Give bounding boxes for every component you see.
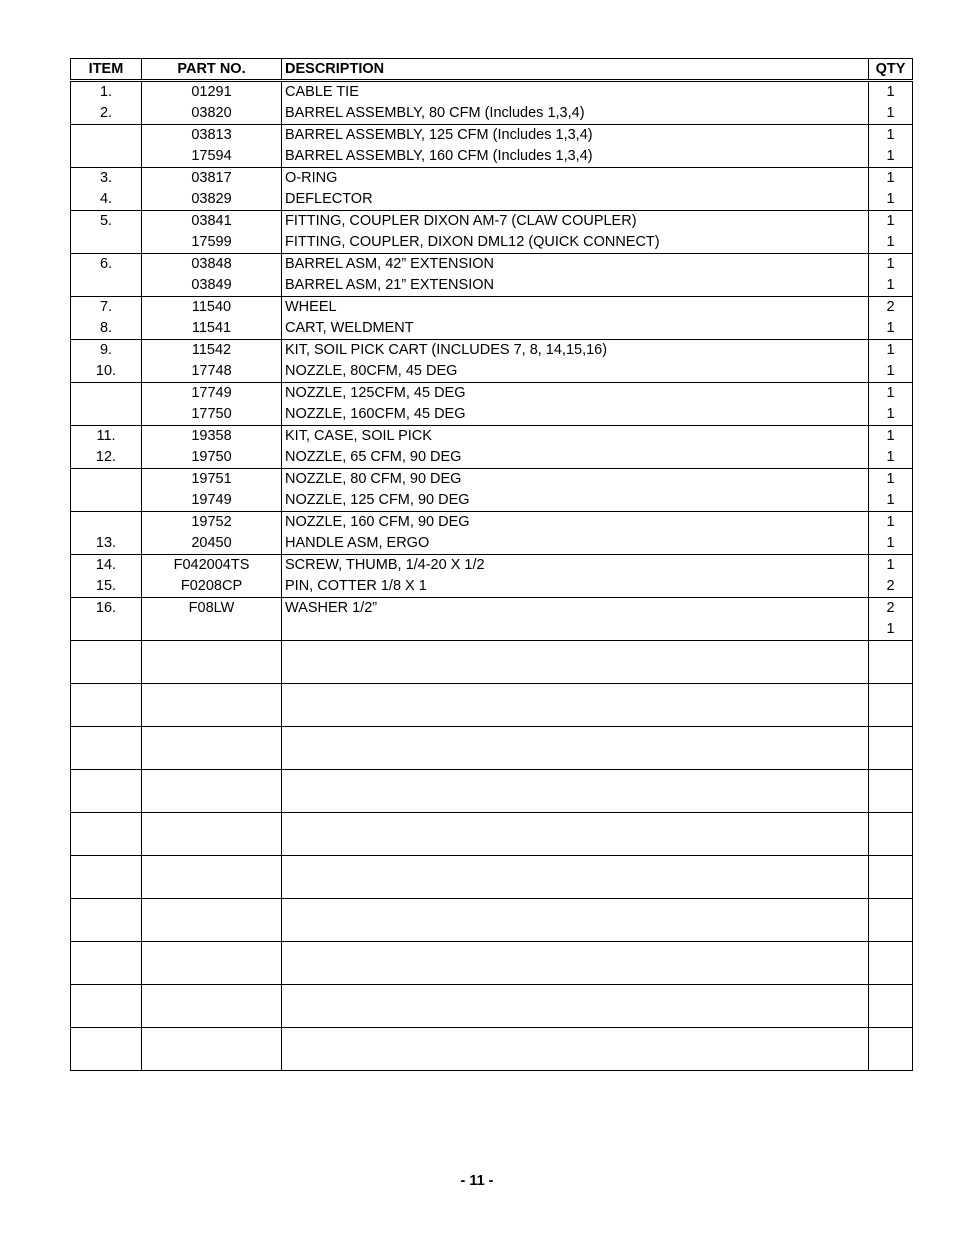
cell-qty	[869, 1006, 913, 1028]
cell-qty	[869, 834, 913, 856]
table-row	[71, 232, 913, 254]
cell-item	[71, 942, 142, 964]
cell-qty	[869, 748, 913, 770]
header-description: DESCRIPTION	[282, 59, 869, 81]
cell-qty	[869, 1028, 913, 1050]
cell-part-no	[142, 684, 282, 706]
cell-part-no: 03820	[142, 103, 282, 125]
cell-item: 8.	[71, 318, 142, 340]
cell-part-no: 01291	[142, 81, 282, 104]
cell-item	[71, 834, 142, 856]
table-row	[71, 404, 913, 426]
cell-part-no: 03849	[142, 275, 282, 297]
cell-item	[71, 920, 142, 942]
cell-part-no: 19749	[142, 490, 282, 512]
cell-description: WASHER 1/2”	[282, 598, 869, 620]
cell-item: 15.	[71, 576, 142, 598]
cell-part-no: 17749	[142, 383, 282, 405]
cell-item	[71, 770, 142, 792]
table-row	[71, 318, 913, 340]
table-row	[71, 791, 913, 813]
cell-item	[71, 727, 142, 749]
cell-description: BARREL ASM, 42” EXTENSION	[282, 254, 869, 276]
cell-description: NOZZLE, 80 CFM, 90 DEG	[282, 469, 869, 491]
cell-qty	[869, 662, 913, 684]
cell-part-no	[142, 705, 282, 727]
cell-description: NOZZLE, 80CFM, 45 DEG	[282, 361, 869, 383]
cell-item: 1.	[71, 81, 142, 104]
cell-qty: 1	[869, 146, 913, 168]
cell-part-no	[142, 662, 282, 684]
cell-qty: 1	[869, 189, 913, 211]
cell-part-no: 03848	[142, 254, 282, 276]
cell-qty	[869, 1049, 913, 1071]
cell-part-no: 17750	[142, 404, 282, 426]
cell-part-no	[142, 791, 282, 813]
cell-description: CABLE TIE	[282, 81, 869, 104]
cell-description	[282, 813, 869, 835]
cell-qty: 1	[869, 318, 913, 340]
cell-description: KIT, SOIL PICK CART (INCLUDES 7, 8, 14,15,16)	[282, 340, 869, 362]
cell-item	[71, 641, 142, 663]
table-row	[71, 146, 913, 168]
cell-item	[71, 383, 142, 405]
table-header	[71, 59, 913, 81]
table-row	[71, 168, 913, 190]
cell-description	[282, 834, 869, 856]
cell-qty	[869, 813, 913, 835]
cell-item	[71, 1006, 142, 1028]
cell-qty: 1	[869, 211, 913, 233]
table-row	[71, 641, 913, 663]
cell-description	[282, 1028, 869, 1050]
table-row	[71, 619, 913, 641]
cell-description: WHEEL	[282, 297, 869, 319]
table-row	[71, 340, 913, 362]
table-row	[71, 705, 913, 727]
cell-item: 3.	[71, 168, 142, 190]
cell-item	[71, 1049, 142, 1071]
cell-item: 16.	[71, 598, 142, 620]
cell-part-no	[142, 899, 282, 921]
cell-part-no: F08LW	[142, 598, 282, 620]
cell-qty	[869, 641, 913, 663]
cell-part-no: F042004TS	[142, 555, 282, 577]
cell-qty	[869, 920, 913, 942]
cell-description: DEFLECTOR	[282, 189, 869, 211]
cell-item: 5.	[71, 211, 142, 233]
table-row	[71, 189, 913, 211]
cell-part-no: 19752	[142, 512, 282, 534]
cell-description	[282, 770, 869, 792]
table-row	[71, 447, 913, 469]
cell-qty: 2	[869, 297, 913, 319]
cell-item	[71, 684, 142, 706]
cell-description	[282, 1049, 869, 1071]
cell-description: BARREL ASSEMBLY, 80 CFM (Includes 1,3,4)	[282, 103, 869, 125]
header-qty: QTY	[869, 59, 913, 81]
table-row	[71, 598, 913, 620]
table-row	[71, 469, 913, 491]
cell-item: 4.	[71, 189, 142, 211]
cell-item	[71, 404, 142, 426]
cell-description: CART, WELDMENT	[282, 318, 869, 340]
cell-part-no: 11542	[142, 340, 282, 362]
cell-qty	[869, 899, 913, 921]
cell-qty: 1	[869, 254, 913, 276]
table-row	[71, 426, 913, 448]
table-row	[71, 748, 913, 770]
cell-part-no	[142, 641, 282, 663]
cell-qty: 1	[869, 426, 913, 448]
cell-part-no	[142, 985, 282, 1007]
cell-qty: 1	[869, 340, 913, 362]
cell-part-no: 11540	[142, 297, 282, 319]
cell-qty: 1	[869, 361, 913, 383]
cell-item: 12.	[71, 447, 142, 469]
table-row	[71, 297, 913, 319]
table-row	[71, 856, 913, 878]
cell-description: PIN, COTTER 1/8 X 1	[282, 576, 869, 598]
cell-item	[71, 1028, 142, 1050]
cell-part-no	[142, 877, 282, 899]
cell-part-no	[142, 619, 282, 641]
cell-part-no: 03841	[142, 211, 282, 233]
cell-item: 9.	[71, 340, 142, 362]
cell-part-no	[142, 770, 282, 792]
cell-description: SCREW, THUMB, 1/4-20 X 1/2	[282, 555, 869, 577]
cell-part-no: F0208CP	[142, 576, 282, 598]
cell-item	[71, 899, 142, 921]
cell-description: NOZZLE, 65 CFM, 90 DEG	[282, 447, 869, 469]
cell-part-no: 17594	[142, 146, 282, 168]
cell-description: BARREL ASM, 21” EXTENSION	[282, 275, 869, 297]
cell-description: HANDLE ASM, ERGO	[282, 533, 869, 555]
cell-item	[71, 232, 142, 254]
table-row	[71, 576, 913, 598]
header-part-no: PART NO.	[142, 59, 282, 81]
table-row	[71, 125, 913, 147]
cell-item	[71, 125, 142, 147]
cell-description	[282, 791, 869, 813]
cell-description: FITTING, COUPLER, DIXON DML12 (QUICK CONNECT)	[282, 232, 869, 254]
table-row	[71, 684, 913, 706]
cell-part-no	[142, 942, 282, 964]
table-row	[71, 81, 913, 104]
cell-qty: 1	[869, 512, 913, 534]
cell-description: O-RING	[282, 168, 869, 190]
cell-part-no: 19358	[142, 426, 282, 448]
cell-description	[282, 1006, 869, 1028]
cell-item: 13.	[71, 533, 142, 555]
cell-qty: 1	[869, 275, 913, 297]
cell-description: FITTING, COUPLER DIXON AM-7 (CLAW COUPLER)	[282, 211, 869, 233]
cell-qty	[869, 856, 913, 878]
cell-description: BARREL ASSEMBLY, 160 CFM (Includes 1,3,4)	[282, 146, 869, 168]
cell-description	[282, 985, 869, 1007]
cell-qty: 1	[869, 383, 913, 405]
cell-qty	[869, 770, 913, 792]
cell-item: 14.	[71, 555, 142, 577]
cell-qty	[869, 942, 913, 964]
cell-qty: 1	[869, 168, 913, 190]
cell-description: NOZZLE, 125CFM, 45 DEG	[282, 383, 869, 405]
cell-item: 10.	[71, 361, 142, 383]
parts-list-table	[70, 58, 913, 1071]
table-row	[71, 490, 913, 512]
cell-part-no: 17748	[142, 361, 282, 383]
cell-part-no	[142, 1028, 282, 1050]
cell-part-no	[142, 1006, 282, 1028]
cell-qty	[869, 877, 913, 899]
cell-item	[71, 512, 142, 534]
cell-item	[71, 662, 142, 684]
cell-part-no: 20450	[142, 533, 282, 555]
cell-part-no	[142, 834, 282, 856]
table-row	[71, 899, 913, 921]
table-row	[71, 662, 913, 684]
page-number: - 11 -	[460, 1173, 494, 1189]
table-row	[71, 963, 913, 985]
cell-qty	[869, 727, 913, 749]
cell-qty: 1	[869, 469, 913, 491]
cell-item	[71, 985, 142, 1007]
cell-description	[282, 963, 869, 985]
header-item: ITEM	[71, 59, 142, 81]
cell-part-no: 03817	[142, 168, 282, 190]
cell-description: BARREL ASSEMBLY, 125 CFM (Includes 1,3,4)	[282, 125, 869, 147]
table-row	[71, 254, 913, 276]
cell-part-no: 03813	[142, 125, 282, 147]
cell-description	[282, 684, 869, 706]
cell-description	[282, 748, 869, 770]
cell-description	[282, 705, 869, 727]
cell-description	[282, 856, 869, 878]
cell-item	[71, 963, 142, 985]
cell-qty	[869, 963, 913, 985]
cell-description	[282, 727, 869, 749]
cell-item	[71, 791, 142, 813]
cell-qty: 1	[869, 81, 913, 104]
table-row	[71, 920, 913, 942]
table-row	[71, 275, 913, 297]
cell-description	[282, 641, 869, 663]
table-row	[71, 555, 913, 577]
table-row	[71, 533, 913, 555]
table-row	[71, 1006, 913, 1028]
table-row	[71, 383, 913, 405]
cell-part-no: 03829	[142, 189, 282, 211]
table-row	[71, 727, 913, 749]
cell-qty	[869, 985, 913, 1007]
cell-description	[282, 920, 869, 942]
cell-part-no: 19751	[142, 469, 282, 491]
table-row	[71, 877, 913, 899]
cell-part-no: 11541	[142, 318, 282, 340]
table-body	[71, 81, 913, 1071]
cell-item	[71, 748, 142, 770]
cell-description	[282, 877, 869, 899]
cell-item	[71, 469, 142, 491]
cell-part-no	[142, 748, 282, 770]
cell-description	[282, 899, 869, 921]
cell-item	[71, 813, 142, 835]
cell-part-no	[142, 813, 282, 835]
cell-qty	[869, 705, 913, 727]
cell-item	[71, 856, 142, 878]
cell-part-no	[142, 920, 282, 942]
cell-qty: 1	[869, 619, 913, 641]
table-row	[71, 1049, 913, 1071]
cell-item: 11.	[71, 426, 142, 448]
cell-qty: 2	[869, 598, 913, 620]
cell-part-no	[142, 963, 282, 985]
cell-description: NOZZLE, 125 CFM, 90 DEG	[282, 490, 869, 512]
cell-part-no	[142, 727, 282, 749]
table-row	[71, 770, 913, 792]
cell-item	[71, 146, 142, 168]
cell-item: 7.	[71, 297, 142, 319]
cell-item	[71, 877, 142, 899]
cell-item	[71, 619, 142, 641]
table-row	[71, 985, 913, 1007]
cell-qty: 2	[869, 576, 913, 598]
cell-description	[282, 662, 869, 684]
cell-qty: 1	[869, 103, 913, 125]
table-row	[71, 211, 913, 233]
cell-qty: 1	[869, 232, 913, 254]
cell-qty: 1	[869, 447, 913, 469]
cell-item: 2.	[71, 103, 142, 125]
cell-qty: 1	[869, 533, 913, 555]
cell-item	[71, 705, 142, 727]
table-row	[71, 512, 913, 534]
table-row	[71, 813, 913, 835]
cell-part-no: 17599	[142, 232, 282, 254]
cell-qty	[869, 684, 913, 706]
cell-description	[282, 942, 869, 964]
cell-description: KIT, CASE, SOIL PICK	[282, 426, 869, 448]
table-row	[71, 942, 913, 964]
cell-part-no: 19750	[142, 447, 282, 469]
cell-description	[282, 619, 869, 641]
header-row	[71, 59, 913, 81]
cell-qty: 1	[869, 490, 913, 512]
cell-description: NOZZLE, 160CFM, 45 DEG	[282, 404, 869, 426]
cell-qty: 1	[869, 125, 913, 147]
table-row	[71, 361, 913, 383]
cell-qty: 1	[869, 555, 913, 577]
cell-description: NOZZLE, 160 CFM, 90 DEG	[282, 512, 869, 534]
cell-item	[71, 275, 142, 297]
table-row	[71, 1028, 913, 1050]
table-row	[71, 834, 913, 856]
table-row	[71, 103, 913, 125]
cell-item: 6.	[71, 254, 142, 276]
cell-qty: 1	[869, 404, 913, 426]
cell-part-no	[142, 1049, 282, 1071]
cell-qty	[869, 791, 913, 813]
cell-part-no	[142, 856, 282, 878]
cell-item	[71, 490, 142, 512]
